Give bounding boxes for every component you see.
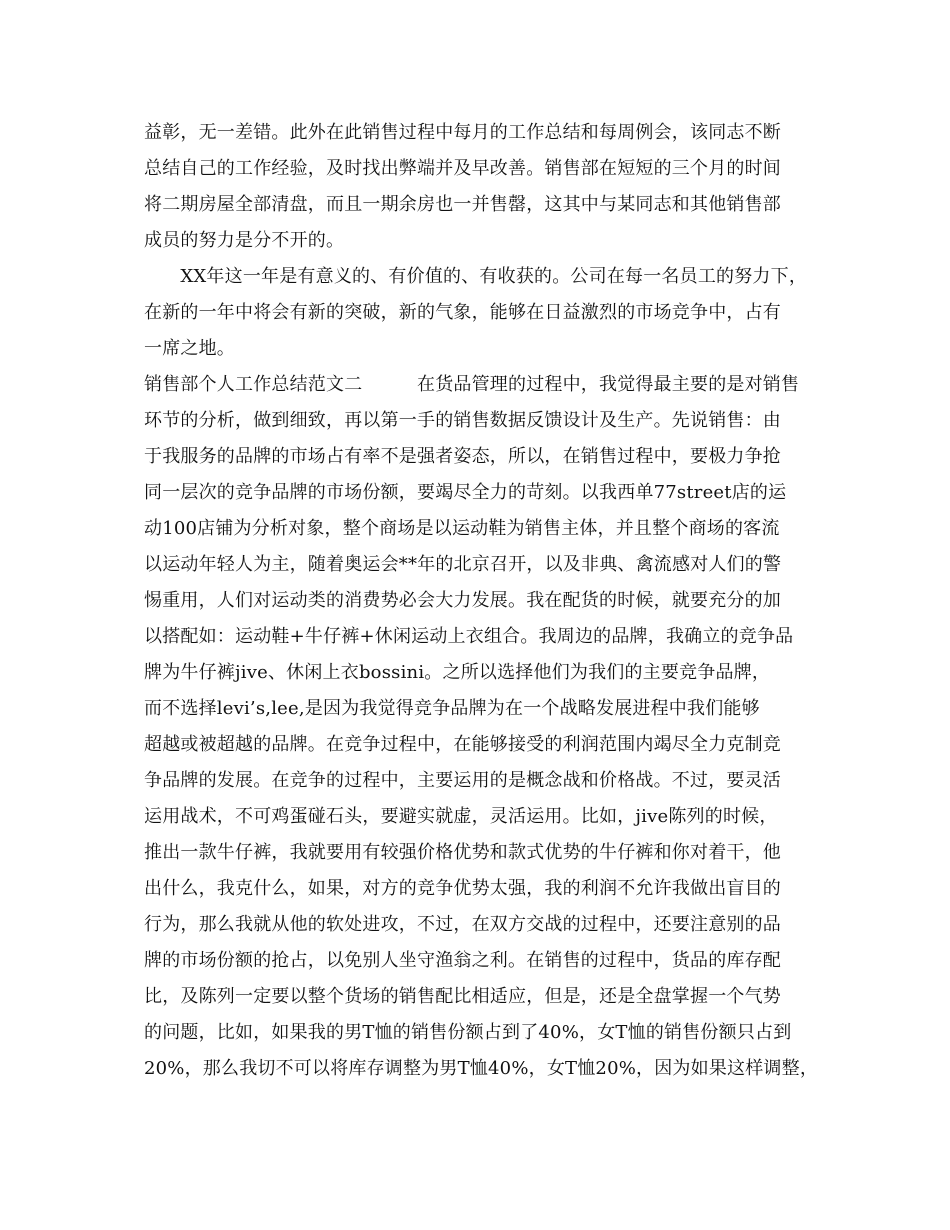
text-line: 出什么，我克什么，如果，对方的竞争优势太强，我的利润不允许我做出盲目的 [144,878,781,899]
text-line: XX年这一年是有意义的、有价值的、有收获的。公司在每一名员工的努力下， [144,266,808,287]
text-line: 牌为牛仔裤jive、休闲上衣bossini。之所以选择他们为我们的主要竞争品牌， [144,662,771,683]
text-line: 于我服务的品牌的市场占有率不是强者姿态，所以，在销售过程中，要极力争抢 [144,446,781,467]
text-line: 20%，那么我切不可以将库存调整为男T恤40%，女T恤20%，因为如果这样调整， [144,1058,819,1079]
text-line: 而不选择levi’s,lee,是因为我觉得竞争品牌为在一个战略发展进程中我们能够 [144,698,760,719]
text-line: 行为，那么我就从他的软处进攻，不过，在双方交战的过程中，还要注意别的品 [144,914,781,935]
text-line: 同一层次的竞争品牌的市场份额，要竭尽全力的苛刻。以我西单77street店的运 [144,482,787,503]
text-line: 争品牌的发展。在竞争的过程中，主要运用的是概念战和价格战。不过，要灵活 [144,770,781,791]
text-line: 总结自己的工作经验，及时找出弊端并及早改善。销售部在短短的三个月的时间 [144,158,781,179]
text-line: 推出一款牛仔裤，我就要用有较强价格优势和款式优势的牛仔裤和你对着干，他 [144,842,781,863]
text-line: 一席之地。 [144,338,235,359]
text-line: 以运动年轻人为主，随着奥运会**年的北京召开，以及非典、禽流感对人们的警 [144,554,782,575]
text-line: 超越或被超越的品牌。在竞争过程中，在能够接受的利润范围内竭尽全力克制竞 [144,734,781,755]
text-line: 将二期房屋全部清盘，而且一期余房也一并售罄，这其中与某同志和其他销售部 [144,194,781,215]
text-line: 以搭配如：运动鞋+牛仔裤+休闲运动上衣组合。我周边的品牌，我确立的竞争品 [144,626,794,647]
section-heading-line: 销售部个人工作总结范文二 在货品管理的过程中，我觉得最主要的是对销售 [144,374,800,395]
text-line: 动100店铺为分析对象，整个商场是以运动鞋为销售主体，并且整个商场的客流 [144,518,780,539]
text-line: 运用战术，不可鸡蛋碰石头，要避实就虚，灵活运用。比如，jive陈列的时候， [144,806,778,827]
text-line: 环节的分析，做到细致，再以第一手的销售数据反馈设计及生产。先说销售：由 [144,410,781,431]
text-line: 惕重用，人们对运动类的消费势必会大力发展。我在配货的时候，就要充分的加 [144,590,781,611]
text-line: 牌的市场份额的抢占，以免别人坐守渔翁之利。在销售的过程中，货品的库存配 [144,950,781,971]
text-line: 比，及陈列一定要以整个货场的销售配比相适应，但是，还是全盘掌握一个气势 [144,986,781,1007]
text-line: 成员的努力是分不开的。 [144,230,345,251]
text-line: 在新的一年中将会有新的突破，新的气象，能够在日益激烈的市场竞争中，占有 [144,302,781,323]
text-line: 益彰，无一差错。此外在此销售过程中每月的工作总结和每周例会，该同志不断 [144,122,781,143]
text-line: 的问题，比如，如果我的男T恤的销售份额占到了40%，女T恤的销售份额只占到 [144,1022,792,1043]
